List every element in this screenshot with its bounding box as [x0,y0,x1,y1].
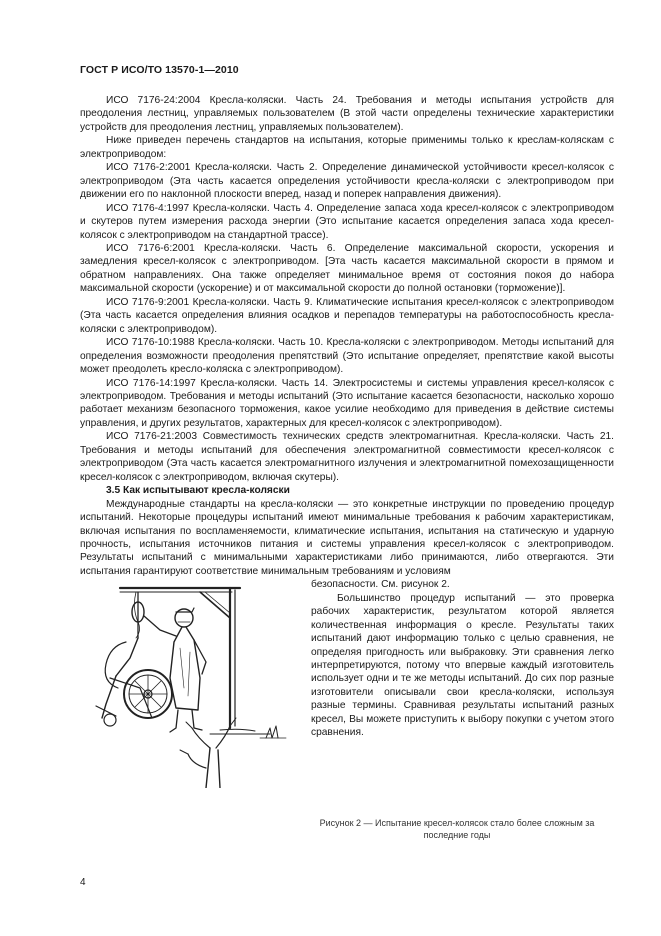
paragraph: ИСО 7176-21:2003 Совместимость технических средств электромагнитная. Кресла-коляски. Часть 21. Требования и методы испытаний для обеспечения электромагнитной совместимости кресел-колясок с электроприводом (Эта часть касается электромагнитного излучения и электромагнитной помехозащищенности кресел-колясок с электроприводом, включая скутеры). [80,431,614,483]
figure-row [80,578,614,793]
paragraph: Большинство процедур испытаний — это проверка рабочих характеристик, результатом которой является количественная информация о кресле. Результаты таких испытаний дают информацию только с целью сравнения, не определяя пригодность или выбраковку. Эти сравнения легко интерпретируются, потому что впервые каждый изготовитель использует одни и те же методы испытаний. До сих пор разные изготовители описывали свои кресла-коляски, используя разные термины. Сравнивая результаты испытаний разных кресел, Вы можете приступить к выбору покупки с учетом этого сравнения. [311,592,614,739]
paragraph: ИСО 7176-10:1988 Кресла-коляски. Часть 10. Кресла-коляски с электроприводом. Методы испытаний для определения возможности преодоления препятствий (Это испытание определяет, препятствие какой высоты может преодолеть кресло-коляска с электроприводом). [80,337,614,376]
paragraph: ИСО 7176-2:2001 Кресла-коляски. Часть 2. Определение динамической устойчивости кресел-колясок с электроприводом (Эта часть касается определения устойчивости кресла-коляски с электроприводом при движении его по наклонной плоскости вперед, назад и поперек направления движения). [80,162,614,201]
page-number: 4 [80,877,86,888]
paragraph: ИСО 7176-9:2001 Кресла-коляски. Часть 9. Климатические испытания кресел-колясок с электроприводом (Эта часть касается определения влияния осадков и перепадов температуры на работоспособность кресла-коляски с электроприводом). [80,296,614,335]
figure-side-text [311,578,614,739]
figure-illustration [80,578,310,788]
paragraph-continuation: безопасности. См. рисунок 2. [311,579,450,591]
document-header: ГОСТ Р ИСО/ТО 13570-1—2010 [80,64,239,76]
wheelchair-test-drawing [80,578,310,788]
document-body [80,94,614,793]
section-title: 3.5 Как испытывают кресла-коляски [106,485,290,497]
paragraph: ИСО 7176-24:2004 Кресла-коляски. Часть 24. Требования и методы испытания устройств для преодоления лестниц, управляемых пользователем (В этой части определены технические характеристики устройств для преодоления лестниц, управляемых пользователем). [80,95,614,133]
paragraph: ИСО 7176-6:2001 Кресла-коляски. Часть 6. Определение максимальной скорости, ускорения и замедления кресел-колясок с электроприводом. [Эта часть касается максимальной скорости в прямом и обратном направлениях. Она также определяет минимальное время от состояния покоя до набора максимальной скорости (ускорение) и от максимальной скорости до полной остановки (торможение)]. [80,242,614,295]
paragraph: Ниже приведен перечень стандартов на испытания, которые применимы только к креслам-коляскам с электроприводом: [80,135,614,160]
paragraph: Международные стандарты на кресла-коляски — это конкретные инструкции по проведению процедур испытаний. Некоторые процедуры испытаний имеют минимальные требования к рабочим характеристикам, включая испытания по воспламеняемости, климатические испытания, испытания на статическую и ударную прочность, испытания источников питания и системы управления кресел-колясок с электроприводом. Результаты испытаний с минимальными характеристиками либо принимаются, либо отвергаются. Эти испытания гарантируют соответствие минимальным требованиям и условиям [80,498,614,577]
paragraph: ИСО 7176-4:1997 Кресла-коляски. Часть 4. Определение запаса хода кресел-колясок с электроприводом и скутеров путем измерения расхода энергии (Это испытание касается определения запаса хода кресел-колясок с электроприводом на стандартной трассе). [80,202,614,241]
paragraph: ИСО 7176-14:1997 Кресла-коляски. Часть 14. Электросистемы и системы управления кресел-колясок с электроприводом. Требования и методы испытаний (Это испытание касается безопасности, насколько хорошо работает механизм безопасного торможения, какое усилие необходимо для приведения в действие системы управления, и других результатов, характерных для кресел-колясок с электроприводом). [80,377,614,429]
figure-caption: Рисунок 2 — Испытание кресел-колясок стало более сложным за последние годы [319,818,595,840]
